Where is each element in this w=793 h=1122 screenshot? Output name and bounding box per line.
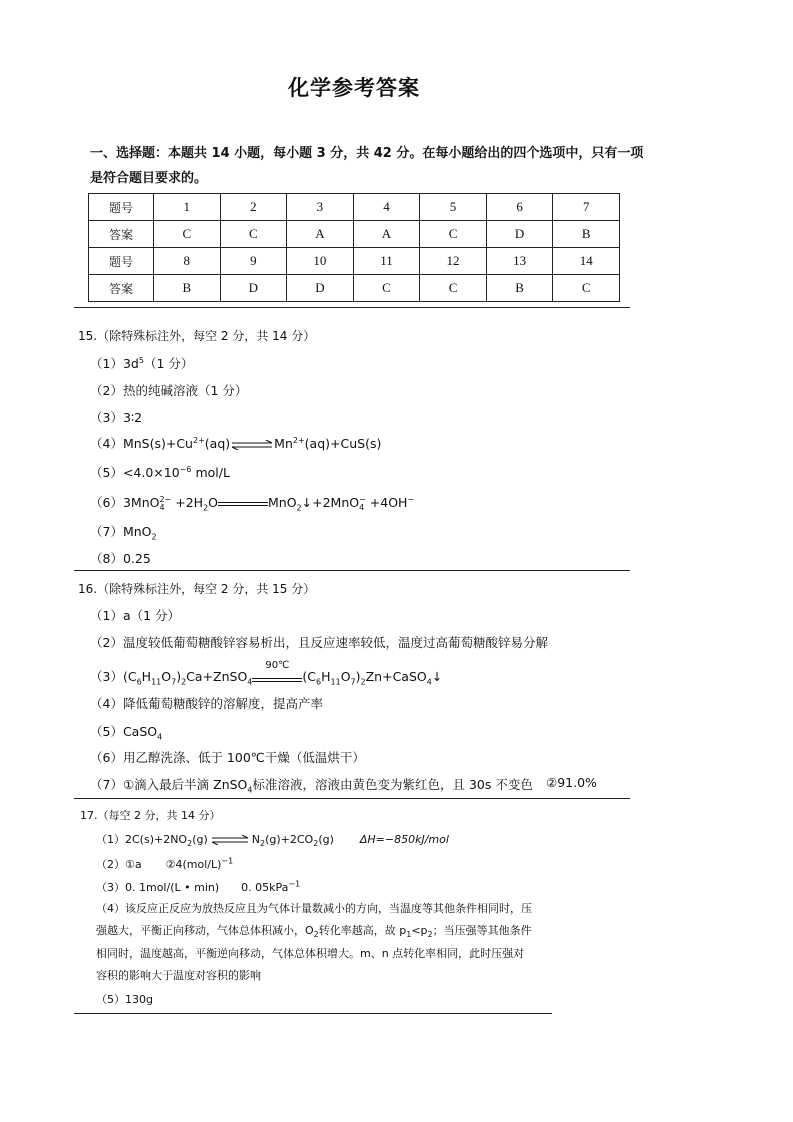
- q17-answer-4-line3: 相同时，温度越高，平衡逆向移动，气体总体积增大。m、n 点转化率相同，此时压强对: [96, 947, 525, 960]
- q15-a5-text: （5）<4.0×10: [90, 465, 180, 480]
- q16-a7-t2: 标准溶液，溶液由黄色变为紫红色，且 30s 不变色: [252, 777, 533, 792]
- q16-a3-t2: O: [161, 669, 172, 684]
- q15-a6-sub4: 4: [359, 502, 365, 512]
- table-row-numbers-1: [89, 194, 620, 221]
- q15-a6-sub2: 2: [203, 503, 209, 513]
- question-number: 13: [486, 248, 553, 275]
- q15-answer-4: [90, 434, 381, 452]
- q16-answer-1: （1）a（1 分）: [90, 608, 181, 623]
- q15-answer-8: （8）0.25: [90, 551, 151, 566]
- answer-cell: C: [420, 275, 487, 302]
- q15-a6-sup4: −: [359, 494, 366, 504]
- q17-answer-3: [96, 879, 300, 895]
- question-number: 10: [287, 248, 354, 275]
- q15-a7-text: （7）MnO: [90, 524, 152, 539]
- q17-a4-t3: <p: [411, 924, 428, 937]
- q17-a4-s3: 2: [427, 930, 433, 940]
- q15-a6-ion-script: [159, 496, 171, 512]
- q15-a5-suffix: mol/L: [191, 465, 230, 480]
- answer-table: [88, 193, 620, 302]
- answer-cell: B: [486, 275, 553, 302]
- equals-sign-icon: [252, 678, 302, 682]
- q15-a6-t3: O: [208, 495, 218, 510]
- q16-a7-sub: 4: [247, 785, 253, 795]
- question-number: 11: [353, 248, 420, 275]
- q16-a3-s5: 4: [247, 677, 253, 687]
- page-title: 化学参考答案: [288, 76, 420, 100]
- answer-cell: D: [486, 221, 553, 248]
- q16-answer-2: （2）温度较低葡萄糖酸锌容易析出，且反应速率较低，温度过高葡萄糖酸锌易分解: [90, 635, 548, 650]
- q15-a4-sup2: 2+: [292, 435, 305, 445]
- divider: [74, 1013, 552, 1014]
- q15-a4-mid2: Mn: [274, 436, 293, 451]
- q17-a1-s1: 2: [187, 839, 193, 849]
- q16-answer-7-part2: ②91.0%: [546, 775, 597, 790]
- question-number: 9: [220, 248, 287, 275]
- q15-a6-sup1: 2−: [159, 494, 172, 504]
- q17-a3-t2: 0. 05kPa: [241, 881, 289, 894]
- table-row-numbers-2: [89, 248, 620, 275]
- table-row-answers-2: [89, 275, 620, 302]
- q16-answer-7: [90, 775, 533, 795]
- answer-cell: A: [353, 221, 420, 248]
- q15-a1-suffix: （1 分）: [143, 356, 194, 371]
- section1-instructions-line2: 是符合题目要求的。: [90, 171, 208, 186]
- divider: [74, 307, 630, 308]
- q17-answer-4-line1: （4）该反应正反应为放热反应且为气体计量数减小的方向，当温度等其他条件相同时，压: [96, 902, 532, 915]
- question-number: 7: [553, 194, 620, 221]
- question-number: 1: [154, 194, 221, 221]
- q16-a3-t4: Ca+ZnSO: [186, 669, 248, 684]
- q16-answer-6: （6）用乙醇洗涤、低于 100℃干燥（低温烘干）: [90, 750, 365, 765]
- q16-a3-t5: (C: [302, 669, 316, 684]
- q16-a3-t10: ↓: [431, 669, 443, 684]
- q15-a1-sup: 5: [138, 355, 144, 365]
- equilibrium-arrow-icon: [230, 440, 274, 450]
- q15-a6-ion-script2: [359, 496, 366, 512]
- table-row-answers-1: [89, 221, 620, 248]
- q17-a2-t1: （2）①a: [96, 858, 142, 871]
- q16-a3-t7: O: [340, 669, 351, 684]
- q15-a4-mid1: (aq): [204, 436, 231, 451]
- answer-cell: C: [353, 275, 420, 302]
- q16-a3-s6: 6: [316, 677, 322, 687]
- q16-answer-4: （4）降低葡萄糖酸锌的溶解度，提高产率: [90, 696, 323, 711]
- q16-a3-t9: Zn+CaSO: [365, 669, 427, 684]
- q17-a2-sup: −1: [221, 856, 234, 866]
- question-number: 4: [353, 194, 420, 221]
- question-number: 14: [553, 248, 620, 275]
- q17-a4-t4: ；当压强等其他条件: [432, 924, 532, 937]
- q16-answer-3: [90, 659, 443, 687]
- q16-a5-sub: 4: [157, 732, 163, 742]
- q16-a3-s1: 6: [136, 677, 142, 687]
- q17-answer-2: [96, 856, 233, 872]
- q16-a3-t1: H: [141, 669, 152, 684]
- q15-a6-sub3: 2: [296, 503, 302, 513]
- q15-a4-suffix: (aq)+CuS(s): [304, 436, 382, 451]
- question-number: 5: [420, 194, 487, 221]
- q16-a3-t0: （3）(C: [90, 669, 137, 684]
- q16-a3-condition: 90℃: [265, 659, 290, 671]
- answer-cell: D: [220, 275, 287, 302]
- q17-header: 17.（每空 2 分，共 14 分）: [80, 809, 221, 822]
- q16-a3-s2: 11: [151, 677, 162, 687]
- answer-cell: C: [154, 221, 221, 248]
- section1-instructions-line1: 一、选择题：本题共 14 小题，每小题 3 分，共 42 分。在每小题给出的四个选项中，只有一项: [90, 146, 644, 161]
- question-number: 2: [220, 194, 287, 221]
- question-number: 8: [154, 248, 221, 275]
- label-question-number: 题号: [89, 248, 154, 275]
- q17-answer-1: [96, 831, 449, 848]
- q17-answer-4-line2: [96, 922, 532, 939]
- q17-a1-t0: （1）2C(s)+2NO: [96, 833, 188, 846]
- q15-a6-t2: +2H: [171, 495, 204, 510]
- q16-a3-s9: 2: [360, 677, 366, 687]
- q17-a4-s2: 1: [406, 930, 412, 940]
- q16-a3-t3: ): [176, 669, 182, 684]
- q17-a1-t1: (g): [192, 833, 208, 846]
- q17-a4-t1: 强越大，平衡正向移动，气体总体积减小，O: [96, 924, 314, 937]
- question-number: 12: [420, 248, 487, 275]
- q17-answer-5: （5）130g: [96, 993, 153, 1006]
- q15-a6-t4: MnO: [268, 495, 297, 510]
- q17-a3-sup: −1: [288, 879, 301, 889]
- q16-a5-text: （5）CaSO: [90, 724, 158, 739]
- q17-a1-t2: N: [251, 833, 260, 846]
- q15-a6-t1: （6）3MnO: [90, 495, 160, 510]
- q16-a3-s4: 2: [181, 677, 187, 687]
- divider: [74, 570, 630, 571]
- answer-cell: B: [154, 275, 221, 302]
- q16-a3-s10: 4: [426, 677, 432, 687]
- label-question-number: 题号: [89, 194, 154, 221]
- question-number: 3: [287, 194, 354, 221]
- q17-a3-t1: （3）0. 1mol/(L • min): [96, 881, 220, 894]
- q16-a3-t6: H: [321, 669, 331, 684]
- q17-a1-t3: (g)+2CO: [265, 833, 314, 846]
- q15-header: 15.（除特殊标注外，每空 2 分，共 14 分）: [78, 329, 316, 343]
- q17-a1-t4: (g): [318, 833, 334, 846]
- q15-answer-6: [90, 493, 414, 513]
- q16-a3-s7: 11: [330, 677, 341, 687]
- label-answer: 答案: [89, 221, 154, 248]
- q17-a1-s2: 2: [260, 839, 266, 849]
- q15-a4-text: （4）MnS(s)+Cu: [90, 436, 193, 451]
- answer-cell: A: [287, 221, 354, 248]
- answer-cell: C: [220, 221, 287, 248]
- question-number: 6: [486, 194, 553, 221]
- reaction-condition: [252, 659, 302, 687]
- q15-a5-sup: −6: [179, 464, 192, 474]
- q17-answer-4-line4: 容积的影响大于温度对容积的影响: [96, 969, 261, 982]
- q15-answer-5: [90, 463, 230, 481]
- q15-a7-sub: 2: [151, 532, 157, 542]
- q17-a4-t2: 转化率越高，故 p: [318, 924, 407, 937]
- q16-a3-s3: 7: [171, 677, 177, 687]
- q15-a6-t5: ↓+2MnO: [301, 495, 360, 510]
- answer-cell: D: [287, 275, 354, 302]
- q15-answer-2: （2）热的纯碱溶液（1 分）: [90, 383, 248, 398]
- equilibrium-arrow-icon: [208, 835, 252, 845]
- label-answer: 答案: [89, 275, 154, 302]
- equals-sign-icon: [218, 502, 268, 506]
- q15-a6-sub1: 4: [159, 502, 165, 512]
- q16-header: 16.（除特殊标注外，每空 2 分，共 15 分）: [78, 582, 316, 596]
- q15-answer-3: （3）3∶2: [90, 410, 143, 425]
- answer-cell: B: [553, 221, 620, 248]
- answer-cell: C: [553, 275, 620, 302]
- q16-answer-5: [90, 722, 162, 742]
- q17-a2-t2: ②4(mol/L): [165, 858, 222, 871]
- q17-a1-enthalpy: ΔH=−850kJ/mol: [359, 833, 449, 846]
- q15-a1-text: （1）3d: [90, 356, 139, 371]
- divider: [74, 798, 630, 799]
- q17-a1-s3: 2: [313, 839, 319, 849]
- q16-a3-s8: 7: [350, 677, 356, 687]
- answer-cell: C: [420, 221, 487, 248]
- q16-a3-t8: ): [355, 669, 361, 684]
- q15-answer-1: [90, 354, 193, 372]
- q15-a6-t6: +4OH: [365, 495, 408, 510]
- q16-a7-t1: （7）①滴入最后半滴 ZnSO: [90, 777, 248, 792]
- q17-a4-s1: 2: [313, 930, 319, 940]
- q15-a4-sup1: 2+: [193, 435, 205, 445]
- q15-a6-sup5: −: [407, 494, 415, 504]
- q15-answer-7: [90, 522, 157, 542]
